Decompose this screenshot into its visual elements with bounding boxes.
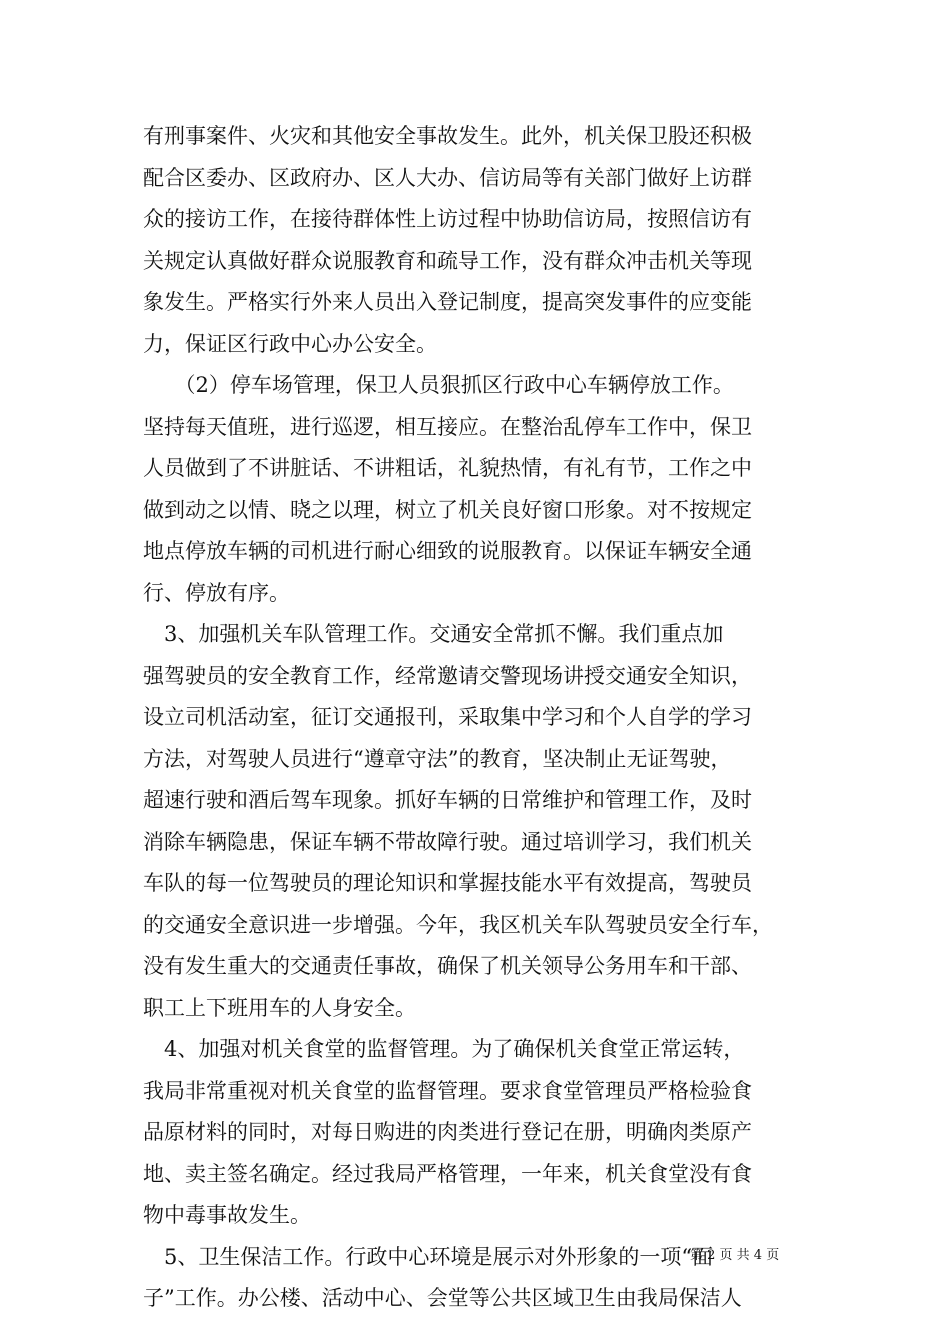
page-number-footer: 第 2 页 共 4 页 bbox=[690, 1248, 780, 1263]
text-line: 品原材料的同时，对每日购进的肉类进行登记在册，明确肉类原产 bbox=[143, 1120, 752, 1144]
text-line: 做到动之以情、晓之以理，树立了机关良好窗口形象。对不按规定 bbox=[143, 497, 752, 522]
text-line: 我局非常重视对机关食堂的监督管理。要求食堂管理员严格检验食 bbox=[143, 1078, 752, 1103]
body-text bbox=[143, 116, 809, 1320]
text-line: 没有发生重大的交通责任事故，确保了机关领导公务用车和干部、 bbox=[143, 954, 752, 978]
text-line: 设立司机活动室，征订交通报刊，采取集中学习和个人自学的学习 bbox=[143, 705, 752, 729]
text-line: 关规定认真做好群众说服教育和疏导工作，没有群众冲击机关等现 bbox=[143, 248, 752, 273]
text-line: 象发生。严格实行外来人员出入登记制度，提高突发事件的应变能 bbox=[143, 290, 752, 314]
text-line: 的交通安全意识进一步增强。今年，我区机关车队驾驶员安全行车， bbox=[143, 912, 773, 937]
text-line: 地、卖主签名确定。经过我局严格管理，一年来，机关食堂没有食 bbox=[143, 1161, 752, 1186]
text-line: 强驾驶员的安全教育工作，经常邀请交警现场讲授交通安全知识， bbox=[143, 663, 752, 688]
text-line: 5、卫生保洁工作。行政中心环境是展示对外形象的一项“面 bbox=[143, 1244, 714, 1269]
text-line: 坚持每天值班，进行巡逻，相互接应。在整治乱停车工作中，保卫 bbox=[143, 414, 752, 439]
text-line: 方法，对驾驶人员进行“遵章守法”的教育，坚决制止无证驾驶， bbox=[143, 746, 732, 771]
text-line: 车队的每一位驾驶员的理论知识和掌握技能水平有效提高，驾驶员 bbox=[143, 871, 752, 895]
text-line: 子”工作。办公楼、活动中心、会堂等公共区域卫生由我局保洁人 bbox=[143, 1286, 742, 1310]
text-line: 地点停放车辆的司机进行耐心细致的说服教育。以保证车辆安全通 bbox=[143, 539, 752, 563]
text-line: 人员做到了不讲脏话、不讲粗话，礼貌热情，有礼有节，工作之中 bbox=[143, 456, 752, 480]
text-line: 力，保证区行政中心办公安全。 bbox=[143, 331, 437, 356]
text-line: 配合区委办、区政府办、区人大办、信访局等有关部门做好上访群 bbox=[143, 165, 752, 190]
text-line: 行、停放有序。 bbox=[143, 580, 290, 605]
text-line: 3、加强机关车队管理工作。交通安全常抓不懈。我们重点加 bbox=[143, 622, 724, 646]
text-line: 消除车辆隐患，保证车辆不带故障行驶。通过培训学习，我们机关 bbox=[143, 829, 752, 854]
text-line: （2）停车场管理，保卫人员狠抓区行政中心车辆停放工作。 bbox=[143, 373, 734, 397]
text-line: 4、加强对机关食堂的监督管理。为了确保机关食堂正常运转， bbox=[143, 1037, 745, 1061]
text-line: 职工上下班用车的人身安全。 bbox=[143, 995, 416, 1020]
text-line: 有刑事案件、火灾和其他安全事故发生。此外，机关保卫股还积极 bbox=[143, 124, 752, 148]
text-line: 众的接访工作，在接待群体性上访过程中协助信访局，按照信访有 bbox=[143, 207, 752, 231]
text-line: 超速行驶和酒后驾车现象。抓好车辆的日常维护和管理工作，及时 bbox=[143, 788, 752, 812]
text-line: 物中毒事故发生。 bbox=[143, 1203, 311, 1227]
